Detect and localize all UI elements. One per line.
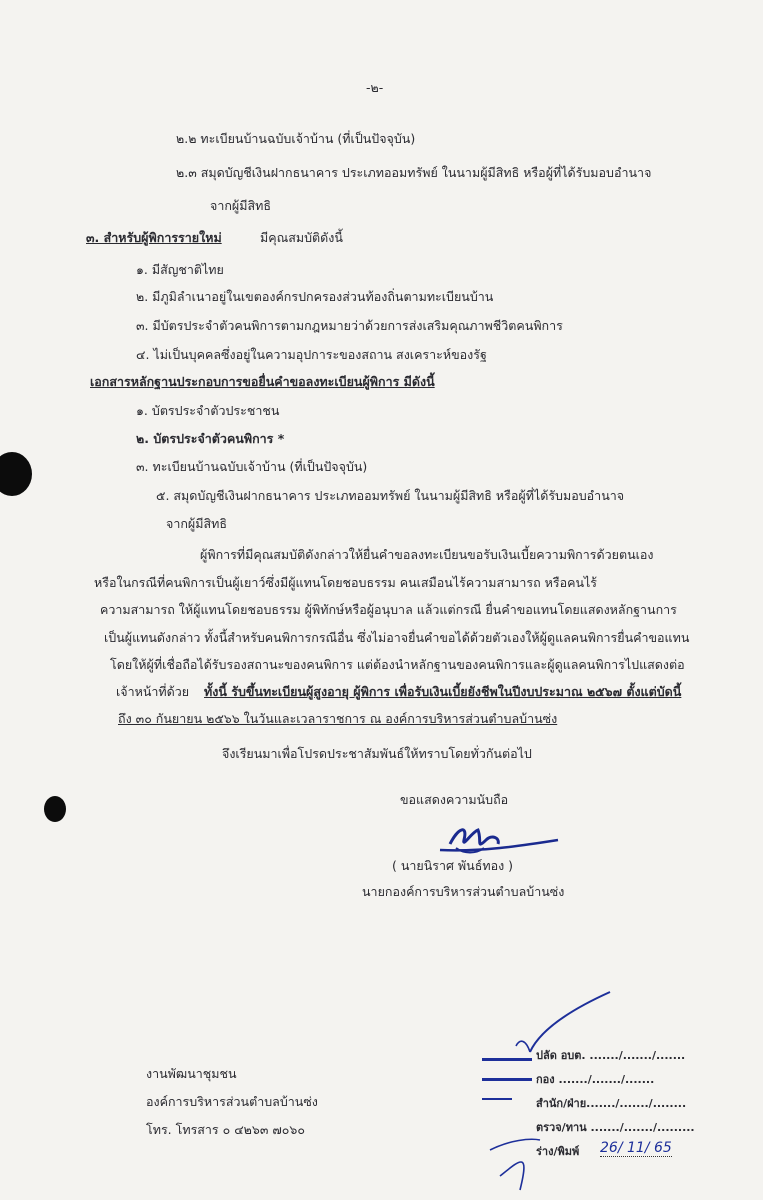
- binder-hole-bottom: [44, 796, 66, 822]
- regards-line: ขอแสดงความนับถือ: [400, 792, 509, 807]
- documents-item-1: ๑. บัตรประจำตัวประชาชน: [136, 403, 280, 418]
- section3-item-3: ๓. มีบัตรประจำตัวคนพิการตามกฎหมายว่าด้วยการส่งเสริมคุณภาพชีวิตคนพิการ: [136, 318, 563, 333]
- approval-handwritten-date: 26/ 11/ 65: [600, 1140, 672, 1156]
- documents-item-4-line1: ๕. สมุดบัญชีเงินฝากธนาคาร ประเภทออมทรัพย์ ในนามผู้มีสิทธิ หรือผู้ที่ได้รับมอบอำนาจ: [156, 488, 625, 503]
- section3-heading: ๓. สำหรับผู้พิการรายใหม่: [86, 230, 222, 245]
- approval-row-2: กอง ......./......./.......: [536, 1073, 655, 1086]
- body-line-6-underlined: ทั้งนี้ รับขึ้นทะเบียนผู้สูงอายุ ผู้พิการ เพื่อรับเงินเบี้ยยังชีพในปีงบประมาณ ๒๕๖๗ ตั้งแต่บัดนี้: [204, 684, 682, 699]
- approval-row-4: ตรวจ/ทาน ......./......./.........: [536, 1121, 695, 1134]
- body-line-2: หรือในกรณีที่คนพิการเป็นผู้เยาว์ซึ่งมีผู้แทนโดยชอบธรรม คนเสมือนไร้ความสามารถ หรือคนไร้: [94, 575, 598, 590]
- footer-phone: โทร. โทรสาร ๐ ๔๒๖๓ ๗๐๖๐: [146, 1122, 305, 1137]
- documents-heading: เอกสารหลักฐานประกอบการขอยื่นคำขอลงทะเบียนผู้พิการ มีดังนี้: [90, 374, 435, 389]
- section3-item-2: ๒. มีภูมิลำเนาอยู่ในเขตองค์กรปกครองส่วนท้องถิ่นตามทะเบียนบ้าน: [136, 289, 494, 304]
- section3-item-1: ๑. มีสัญชาติไทย: [136, 262, 224, 277]
- section3-item-4: ๔. ไม่เป็นบุคคลซึ่งอยู่ในความอุปการะของสถาน สงเคราะห์ของรัฐ: [136, 347, 487, 362]
- binder-hole-top: [0, 452, 32, 496]
- body-line-7: ถึง ๓๐ กันยายน ๒๕๖๖ ในวันและเวลาราชการ ณ องค์การบริหารส่วนตำบลบ้านซ่ง: [118, 711, 558, 726]
- documents-item-2: ๒. บัตรประจำตัวคนพิการ *: [136, 431, 285, 446]
- approval-mark-1: [482, 1058, 532, 1061]
- approval-mark-3: [482, 1098, 512, 1100]
- item-2-3-line1: ๒.๓ สมุดบัญชีเงินฝากธนาคาร ประเภทออมทรัพย์ ในนามผู้มีสิทธิ หรือผู้ที่ได้รับมอบอำนาจ: [176, 165, 652, 180]
- body-line-3: ความสามารถ ให้ผู้แทนโดยชอบธรรม ผู้พิทักษ์หรือผู้อนุบาล แล้วแต่กรณี ยื่นคำขอแทนโดยแสดงหลักฐานการ: [100, 602, 677, 617]
- item-2-2: ๒.๒ ทะเบียนบ้านฉบับเจ้าบ้าน (ที่เป็นปัจจุบัน): [176, 131, 416, 146]
- signer-name: ( นายนิราศ พันธ์ทอง ): [392, 858, 514, 873]
- announce-line: จึงเรียนมาเพื่อโปรดประชาสัมพันธ์ให้ทราบโดยทั่วกันต่อไป: [222, 746, 532, 761]
- signer-title: นายกองค์การบริหารส่วนตำบลบ้านซ่ง: [362, 884, 565, 899]
- footer-org: องค์การบริหารส่วนตำบลบ้านซ่ง: [146, 1094, 318, 1109]
- approval-mark-2: [482, 1078, 532, 1081]
- approval-row-5: ร่าง/พิมพ์: [536, 1145, 580, 1158]
- approval-row-1: ปลัด อบต. ......./......./.......: [536, 1049, 686, 1062]
- footer-dept: งานพัฒนาชุมชน: [146, 1066, 237, 1081]
- body-line-4: เป็นผู้แทนดังกล่าว ทั้งนี้สำหรับคนพิการกรณีอื่น ซึ่งไม่อาจยื่นคำขอได้ด้วยตัวเองให้ผู้ดูแลคนพิการยื่นคำขอแทน: [104, 630, 690, 645]
- body-line-6-prefix: เจ้าหน้าที่ด้วย: [116, 684, 190, 699]
- item-2-3-line2: จากผู้มีสิทธิ: [210, 198, 271, 213]
- documents-item-3: ๓. ทะเบียนบ้านฉบับเจ้าบ้าน (ที่เป็นปัจจุบัน): [136, 459, 368, 474]
- section3-heading-suffix: มีคุณสมบัติดังนี้: [260, 230, 343, 245]
- approval-initials-stroke: [470, 990, 650, 1200]
- body-line-1: ผู้พิการที่มีคุณสมบัติดังกล่าวให้ยื่นคำขอลงทะเบียนขอรับเงินเบี้ยความพิการด้วยตนเอง: [200, 547, 654, 562]
- approval-row-3: สำนัก/ฝ่าย......./......./........: [536, 1097, 687, 1110]
- documents-item-4-line2: จากผู้มีสิทธิ: [166, 516, 227, 531]
- page-number: -๒-: [366, 80, 384, 95]
- body-line-5: โดยให้ผู้ที่เชื่อถือได้รับรองสถานะของคนพิการ แต่ต้องนำหลักฐานของคนพิการและผู้ดูแลคนพิการไปแสดงต่อ: [110, 657, 685, 672]
